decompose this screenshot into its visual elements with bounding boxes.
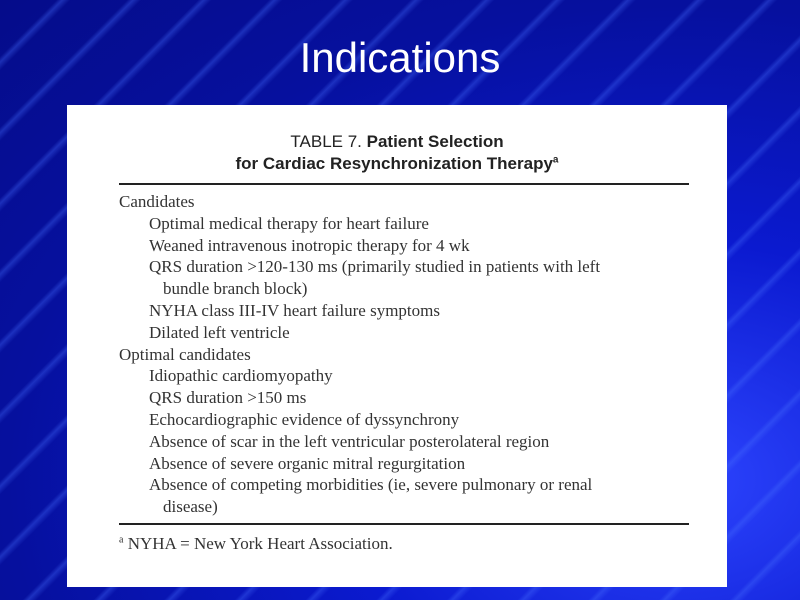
- table-footnote: [119, 533, 393, 555]
- list-item: Weaned intravenous inotropic therapy for 4 wk: [149, 235, 470, 255]
- list-item: Absence of scar in the left ventricular posterolateral region: [149, 431, 550, 451]
- caption-line-1: [67, 131, 727, 153]
- table-body: [119, 191, 689, 518]
- list-item: Dilated left ventricle: [149, 322, 290, 342]
- caption-title-1: Patient Selection: [366, 132, 504, 151]
- list-item: QRS duration >150 ms: [149, 388, 307, 408]
- table-caption: [67, 131, 727, 175]
- caption-superscript: a: [552, 154, 559, 166]
- list-item: Idiopathic cardiomyopathy: [149, 366, 333, 386]
- list-item-continuation: bundle branch block): [163, 279, 308, 299]
- section-heading: Candidates: [119, 192, 195, 211]
- list-item: Absence of competing morbidities (ie, severe pulmonary or renal: [149, 475, 593, 495]
- footnote-marker: a: [119, 534, 124, 546]
- list-item: Optimal medical therapy for heart failure: [149, 213, 429, 233]
- list-item: QRS duration >120-130 ms (primarily studied in patients with left: [149, 257, 601, 277]
- slide-title: Indications: [299, 34, 501, 81]
- caption-number: TABLE 7.: [290, 132, 362, 151]
- list-item: Echocardiographic evidence of dyssynchrony: [149, 409, 460, 429]
- table-image: [67, 105, 727, 587]
- list-item-continuation: disease): [163, 497, 218, 517]
- bottom-rule: [119, 523, 689, 525]
- footnote-text: NYHA = New York Heart Association.: [127, 534, 393, 553]
- top-rule: [119, 183, 689, 185]
- list-item: NYHA class III-IV heart failure symptoms: [149, 300, 440, 320]
- caption-line-2: [67, 153, 727, 175]
- caption-title-2: for Cardiac Resynchronization Therapy: [235, 154, 553, 173]
- list-item: Absence of severe organic mitral regurgitation: [149, 453, 466, 473]
- section-heading: Optimal candidates: [119, 344, 251, 364]
